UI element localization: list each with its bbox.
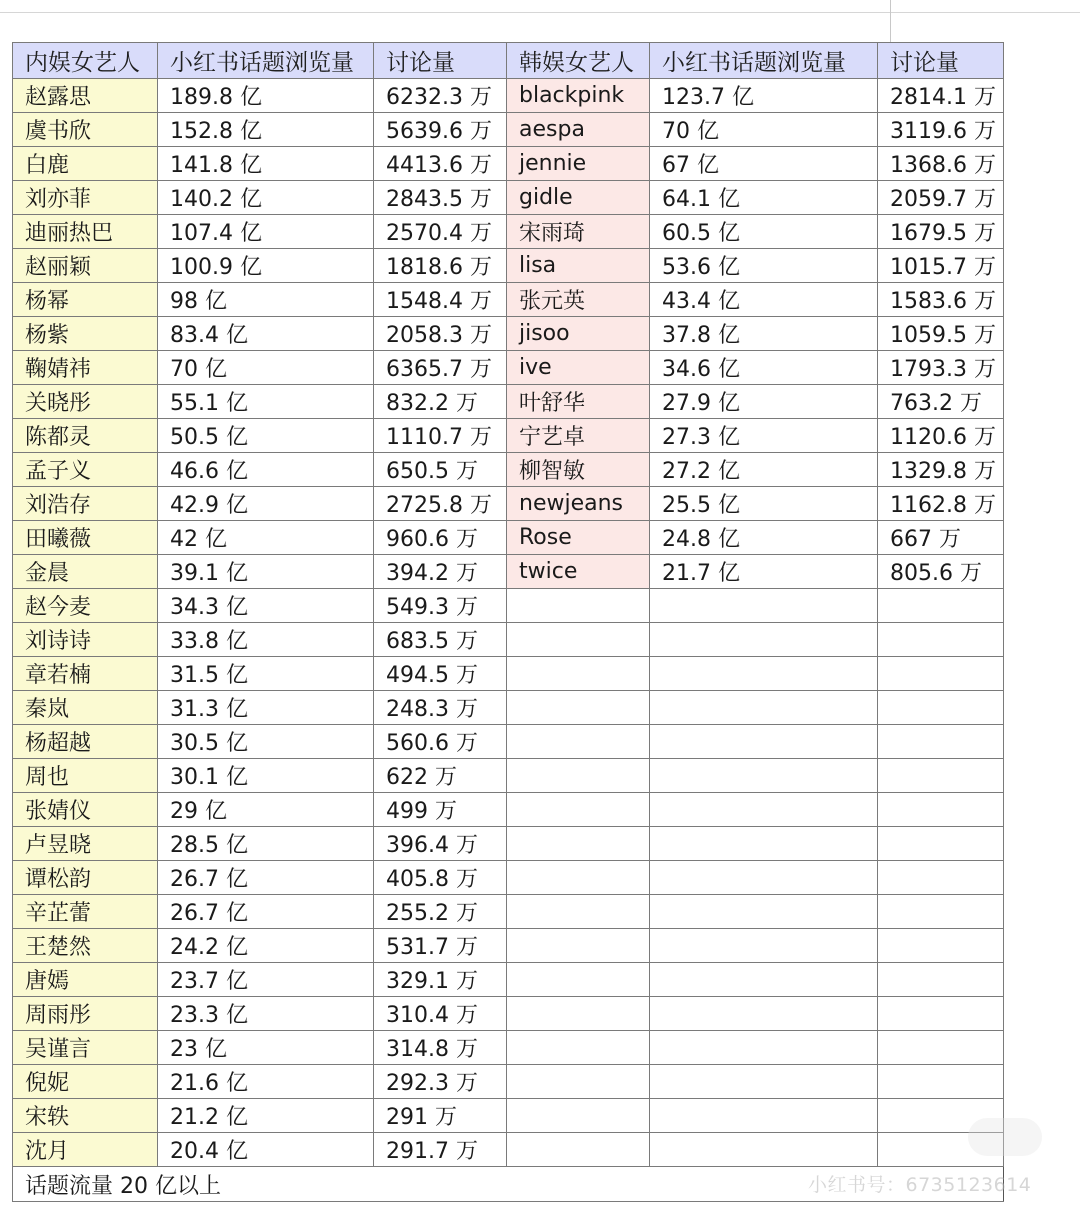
kr-discussion-cell: [878, 963, 1004, 997]
cn-artist-cell: 王楚然: [13, 929, 158, 963]
table-row: [13, 759, 1004, 793]
cn-views-cell: 21.6 亿: [158, 1065, 374, 1099]
cn-views-cell: 28.5 亿: [158, 827, 374, 861]
cn-artist-cell: 关晓彤: [13, 385, 158, 419]
cn-discussion-cell: 560.6 万: [374, 725, 507, 759]
kr-discussion-cell: [878, 1065, 1004, 1099]
kr-artist-cell: 柳智敏: [507, 453, 650, 487]
kr-views-cell: [650, 623, 878, 657]
column-marker: [890, 0, 891, 42]
kr-discussion-cell: [878, 623, 1004, 657]
kr-views-cell: [650, 895, 878, 929]
kr-artist-cell: [507, 691, 650, 725]
cn-artist-cell: 金晨: [13, 555, 158, 589]
kr-artist-cell: blackpink: [507, 79, 650, 113]
table-row: [13, 453, 1004, 487]
kr-views-cell: [650, 657, 878, 691]
table-row: [13, 555, 1004, 589]
cn-artist-cell: 张婧仪: [13, 793, 158, 827]
cn-discussion-cell: 650.5 万: [374, 453, 507, 487]
table-row: [13, 691, 1004, 725]
cn-artist-cell: 秦岚: [13, 691, 158, 725]
kr-discussion-cell: [878, 589, 1004, 623]
cn-discussion-cell: 499 万: [374, 793, 507, 827]
cn-artist-cell: 迪丽热巴: [13, 215, 158, 249]
cn-views-cell: 26.7 亿: [158, 861, 374, 895]
kr-discussion-cell: 1679.5 万: [878, 215, 1004, 249]
cn-artist-cell: 宋轶: [13, 1099, 158, 1133]
kr-views-cell: 27.9 亿: [650, 385, 878, 419]
table-row: [13, 385, 1004, 419]
cn-discussion-cell: 6232.3 万: [374, 79, 507, 113]
kr-artist-cell: 宋雨琦: [507, 215, 650, 249]
kr-discussion-cell: 3119.6 万: [878, 113, 1004, 147]
table-row: [13, 215, 1004, 249]
table-body: [13, 43, 1004, 1202]
table-row: [13, 351, 1004, 385]
table-row: [13, 487, 1004, 521]
header-kr-artist: 韩娱女艺人: [507, 43, 650, 79]
cn-artist-cell: 赵露思: [13, 79, 158, 113]
cn-views-cell: 70 亿: [158, 351, 374, 385]
kr-artist-cell: [507, 1065, 650, 1099]
cn-discussion-cell: 329.1 万: [374, 963, 507, 997]
cn-artist-cell: 刘浩存: [13, 487, 158, 521]
cn-artist-cell: 吴谨言: [13, 1031, 158, 1065]
kr-artist-cell: ive: [507, 351, 650, 385]
cn-discussion-cell: 4413.6 万: [374, 147, 507, 181]
cn-discussion-cell: 291.7 万: [374, 1133, 507, 1167]
cn-views-cell: 39.1 亿: [158, 555, 374, 589]
kr-artist-cell: [507, 1099, 650, 1133]
cn-views-cell: 189.8 亿: [158, 79, 374, 113]
kr-views-cell: [650, 1031, 878, 1065]
header-kr-discussion: 讨论量: [878, 43, 1004, 79]
cn-artist-cell: 杨紫: [13, 317, 158, 351]
kr-views-cell: [650, 1099, 878, 1133]
table-row: [13, 997, 1004, 1031]
kr-discussion-cell: [878, 861, 1004, 895]
cn-views-cell: 31.5 亿: [158, 657, 374, 691]
table-row: [13, 827, 1004, 861]
cn-artist-cell: 辛芷蕾: [13, 895, 158, 929]
kr-artist-cell: newjeans: [507, 487, 650, 521]
table-row: [13, 181, 1004, 215]
header-kr-views: 小红书话题浏览量: [650, 43, 878, 79]
kr-artist-cell: twice: [507, 555, 650, 589]
top-divider: [0, 12, 1080, 13]
cn-views-cell: 33.8 亿: [158, 623, 374, 657]
kr-artist-cell: [507, 997, 650, 1031]
kr-views-cell: 21.7 亿: [650, 555, 878, 589]
cn-views-cell: 152.8 亿: [158, 113, 374, 147]
table-row: [13, 1065, 1004, 1099]
cn-discussion-cell: 832.2 万: [374, 385, 507, 419]
kr-views-cell: [650, 997, 878, 1031]
cn-discussion-cell: 960.6 万: [374, 521, 507, 555]
kr-views-cell: [650, 1065, 878, 1099]
cn-artist-cell: 鞠婧祎: [13, 351, 158, 385]
table-row: [13, 283, 1004, 317]
kr-artist-cell: [507, 827, 650, 861]
cn-discussion-cell: 1818.6 万: [374, 249, 507, 283]
kr-discussion-cell: 2814.1 万: [878, 79, 1004, 113]
kr-views-cell: 60.5 亿: [650, 215, 878, 249]
kr-artist-cell: gidle: [507, 181, 650, 215]
cn-discussion-cell: 2058.3 万: [374, 317, 507, 351]
kr-artist-cell: jennie: [507, 147, 650, 181]
kr-views-cell: [650, 589, 878, 623]
cn-artist-cell: 杨幂: [13, 283, 158, 317]
cn-artist-cell: 卢昱晓: [13, 827, 158, 861]
cn-artist-cell: 周也: [13, 759, 158, 793]
table-row: [13, 793, 1004, 827]
kr-views-cell: 43.4 亿: [650, 283, 878, 317]
header-cn-artist: 内娱女艺人: [13, 43, 158, 79]
cn-views-cell: 98 亿: [158, 283, 374, 317]
table-row: [13, 1099, 1004, 1133]
kr-discussion-cell: [878, 1031, 1004, 1065]
cn-views-cell: 141.8 亿: [158, 147, 374, 181]
cn-discussion-cell: 549.3 万: [374, 589, 507, 623]
kr-discussion-cell: [878, 725, 1004, 759]
kr-discussion-cell: [878, 759, 1004, 793]
table-row: [13, 1133, 1004, 1167]
kr-discussion-cell: 1059.5 万: [878, 317, 1004, 351]
cn-discussion-cell: 291 万: [374, 1099, 507, 1133]
cn-discussion-cell: 405.8 万: [374, 861, 507, 895]
kr-discussion-cell: 763.2 万: [878, 385, 1004, 419]
cn-artist-cell: 赵今麦: [13, 589, 158, 623]
kr-discussion-cell: [878, 929, 1004, 963]
kr-artist-cell: [507, 895, 650, 929]
kr-artist-cell: aespa: [507, 113, 650, 147]
cn-artist-cell: 刘亦菲: [13, 181, 158, 215]
cn-artist-cell: 赵丽颖: [13, 249, 158, 283]
cn-views-cell: 140.2 亿: [158, 181, 374, 215]
table-row: [13, 589, 1004, 623]
kr-artist-cell: [507, 929, 650, 963]
cn-views-cell: 100.9 亿: [158, 249, 374, 283]
cn-discussion-cell: 248.3 万: [374, 691, 507, 725]
cn-artist-cell: 沈月: [13, 1133, 158, 1167]
watermark-text: 小红书号：6735123614: [808, 1174, 1032, 1196]
kr-views-cell: [650, 691, 878, 725]
cn-discussion-cell: 5639.6 万: [374, 113, 507, 147]
kr-artist-cell: [507, 1031, 650, 1065]
cn-views-cell: 21.2 亿: [158, 1099, 374, 1133]
kr-artist-cell: 张元英: [507, 283, 650, 317]
table-row: [13, 521, 1004, 555]
kr-artist-cell: [507, 589, 650, 623]
kr-views-cell: [650, 963, 878, 997]
kr-discussion-cell: [878, 895, 1004, 929]
cn-views-cell: 30.5 亿: [158, 725, 374, 759]
cn-artist-cell: 倪妮: [13, 1065, 158, 1099]
kr-views-cell: 67 亿: [650, 147, 878, 181]
cn-discussion-cell: 310.4 万: [374, 997, 507, 1031]
cn-views-cell: 46.6 亿: [158, 453, 374, 487]
table-row: [13, 113, 1004, 147]
cn-discussion-cell: 531.7 万: [374, 929, 507, 963]
kr-views-cell: [650, 827, 878, 861]
cn-discussion-cell: 2843.5 万: [374, 181, 507, 215]
kr-artist-cell: [507, 725, 650, 759]
cn-artist-cell: 章若楠: [13, 657, 158, 691]
kr-discussion-cell: 1368.6 万: [878, 147, 1004, 181]
cn-artist-cell: 唐嫣: [13, 963, 158, 997]
kr-discussion-cell: 667 万: [878, 521, 1004, 555]
cn-discussion-cell: 494.5 万: [374, 657, 507, 691]
cn-views-cell: 31.3 亿: [158, 691, 374, 725]
cn-views-cell: 50.5 亿: [158, 419, 374, 453]
cn-discussion-cell: 2570.4 万: [374, 215, 507, 249]
footer-note: 话题流量 20 亿以上: [13, 1167, 1004, 1202]
cn-artist-cell: 田曦薇: [13, 521, 158, 555]
kr-discussion-cell: [878, 997, 1004, 1031]
kr-discussion-cell: 1793.3 万: [878, 351, 1004, 385]
cn-views-cell: 42.9 亿: [158, 487, 374, 521]
kr-views-cell: [650, 793, 878, 827]
table-row: [13, 895, 1004, 929]
cn-views-cell: 107.4 亿: [158, 215, 374, 249]
cn-views-cell: 26.7 亿: [158, 895, 374, 929]
kr-discussion-cell: 2059.7 万: [878, 181, 1004, 215]
kr-discussion-cell: [878, 793, 1004, 827]
table-row: [13, 929, 1004, 963]
cn-artist-cell: 虞书欣: [13, 113, 158, 147]
kr-artist-cell: 叶舒华: [507, 385, 650, 419]
cn-views-cell: 29 亿: [158, 793, 374, 827]
watermark-logo: [968, 1118, 1042, 1156]
kr-discussion-cell: [878, 691, 1004, 725]
cn-discussion-cell: 2725.8 万: [374, 487, 507, 521]
kr-artist-cell: [507, 623, 650, 657]
kr-views-cell: [650, 1133, 878, 1167]
cn-views-cell: 24.2 亿: [158, 929, 374, 963]
cn-artist-cell: 周雨彤: [13, 997, 158, 1031]
kr-views-cell: 64.1 亿: [650, 181, 878, 215]
cn-artist-cell: 孟子义: [13, 453, 158, 487]
kr-discussion-cell: 1329.8 万: [878, 453, 1004, 487]
kr-artist-cell: Rose: [507, 521, 650, 555]
cn-discussion-cell: 394.2 万: [374, 555, 507, 589]
table-row: [13, 317, 1004, 351]
cn-discussion-cell: 683.5 万: [374, 623, 507, 657]
kr-discussion-cell: [878, 827, 1004, 861]
kr-artist-cell: lisa: [507, 249, 650, 283]
cn-artist-cell: 杨超越: [13, 725, 158, 759]
cn-artist-cell: 白鹿: [13, 147, 158, 181]
cn-views-cell: 55.1 亿: [158, 385, 374, 419]
cn-views-cell: 23 亿: [158, 1031, 374, 1065]
kr-artist-cell: [507, 963, 650, 997]
kr-discussion-cell: 1162.8 万: [878, 487, 1004, 521]
header-row: [13, 43, 1004, 79]
kr-views-cell: [650, 929, 878, 963]
cn-discussion-cell: 6365.7 万: [374, 351, 507, 385]
kr-artist-cell: [507, 1133, 650, 1167]
kr-views-cell: 53.6 亿: [650, 249, 878, 283]
cn-views-cell: 30.1 亿: [158, 759, 374, 793]
cn-discussion-cell: 1110.7 万: [374, 419, 507, 453]
header-cn-views: 小红书话题浏览量: [158, 43, 374, 79]
cn-views-cell: 23.7 亿: [158, 963, 374, 997]
kr-views-cell: 37.8 亿: [650, 317, 878, 351]
table-row: [13, 725, 1004, 759]
kr-views-cell: 24.8 亿: [650, 521, 878, 555]
kr-views-cell: [650, 725, 878, 759]
kr-views-cell: [650, 861, 878, 895]
cn-artist-cell: 谭松韵: [13, 861, 158, 895]
cn-views-cell: 42 亿: [158, 521, 374, 555]
table-row: [13, 623, 1004, 657]
kr-discussion-cell: 805.6 万: [878, 555, 1004, 589]
kr-views-cell: 123.7 亿: [650, 79, 878, 113]
kr-discussion-cell: 1015.7 万: [878, 249, 1004, 283]
kr-discussion-cell: [878, 657, 1004, 691]
kr-artist-cell: 宁艺卓: [507, 419, 650, 453]
table-row: [13, 1031, 1004, 1065]
kr-views-cell: 27.2 亿: [650, 453, 878, 487]
kr-artist-cell: [507, 657, 650, 691]
cn-discussion-cell: 255.2 万: [374, 895, 507, 929]
kr-views-cell: 25.5 亿: [650, 487, 878, 521]
cn-discussion-cell: 314.8 万: [374, 1031, 507, 1065]
kr-artist-cell: jisoo: [507, 317, 650, 351]
kr-views-cell: 34.6 亿: [650, 351, 878, 385]
cn-views-cell: 23.3 亿: [158, 997, 374, 1031]
kr-artist-cell: [507, 793, 650, 827]
ranking-table: [12, 42, 1004, 1202]
kr-discussion-cell: 1583.6 万: [878, 283, 1004, 317]
table-row: [13, 419, 1004, 453]
cn-views-cell: 34.3 亿: [158, 589, 374, 623]
header-cn-discussion: 讨论量: [374, 43, 507, 79]
table-row: [13, 657, 1004, 691]
table-row: [13, 249, 1004, 283]
cn-discussion-cell: 1548.4 万: [374, 283, 507, 317]
kr-views-cell: 27.3 亿: [650, 419, 878, 453]
kr-discussion-cell: 1120.6 万: [878, 419, 1004, 453]
kr-artist-cell: [507, 861, 650, 895]
cn-views-cell: 20.4 亿: [158, 1133, 374, 1167]
cn-discussion-cell: 622 万: [374, 759, 507, 793]
cn-artist-cell: 刘诗诗: [13, 623, 158, 657]
cn-artist-cell: 陈都灵: [13, 419, 158, 453]
table-row: [13, 963, 1004, 997]
table-row: [13, 79, 1004, 113]
kr-views-cell: [650, 759, 878, 793]
cn-discussion-cell: 292.3 万: [374, 1065, 507, 1099]
table-row: [13, 147, 1004, 181]
cn-discussion-cell: 396.4 万: [374, 827, 507, 861]
table-row: [13, 861, 1004, 895]
kr-artist-cell: [507, 759, 650, 793]
cn-views-cell: 83.4 亿: [158, 317, 374, 351]
kr-views-cell: 70 亿: [650, 113, 878, 147]
